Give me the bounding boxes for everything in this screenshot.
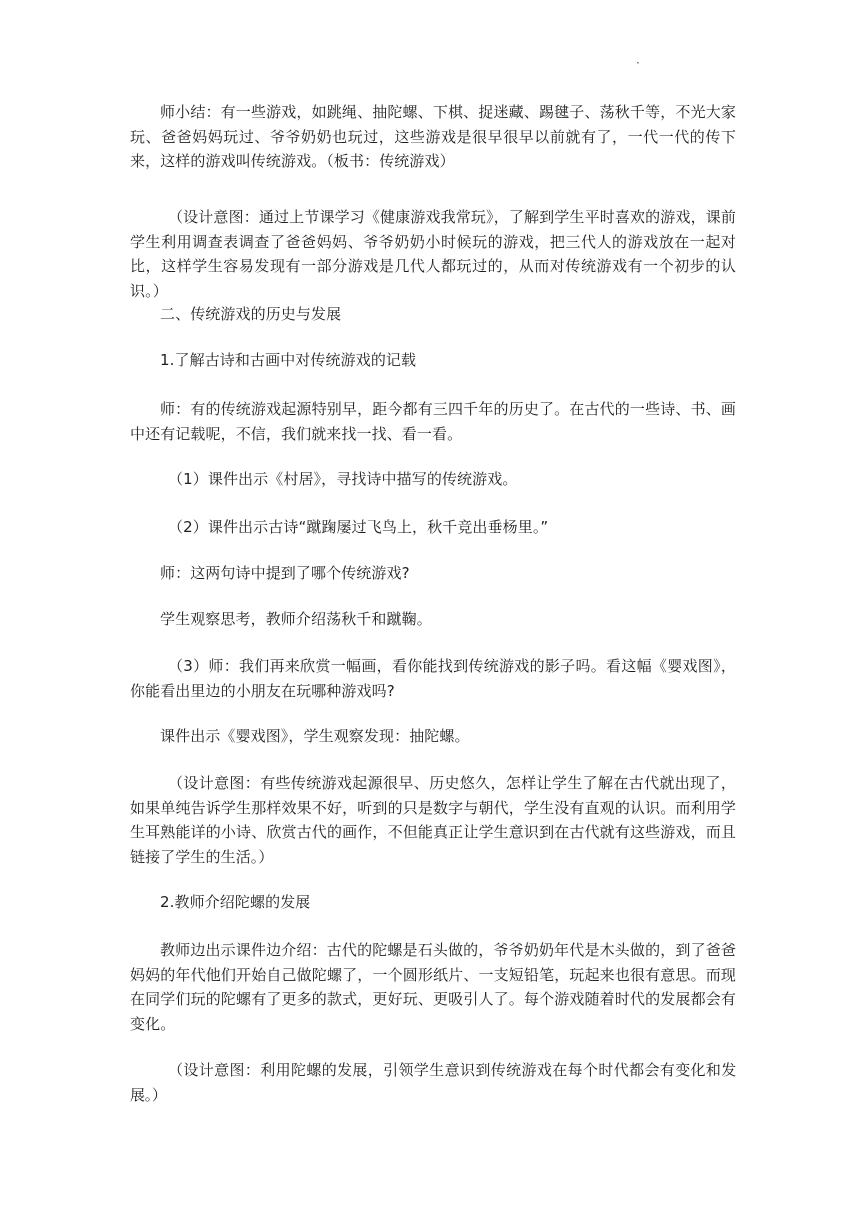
document-body xyxy=(130,100,736,1104)
design-intent-paragraph-3: （设计意图：利用陀螺的发展，引领学生意识到传统游戏在每个时代都会有变化和发展。） xyxy=(130,1061,736,1104)
courseware-paragraph: 课件出示《婴戏图》，学生观察发现：抽陀螺。 xyxy=(160,727,470,745)
design-intent-paragraph-2: （设计意图：有些传统游戏起源很早、历史悠久，怎样让学生了解在古代就出现了，如果单纯告诉学生那样效果不好，听到的只是数字与朝代，学生没有直观的认识。而利用学生耳熟能详的小诗、欣赏古代的画作，不但能真正让学生意识到在古代就有这些游戏，而且链接了学生的生活。） xyxy=(130,774,736,866)
subheading-2: 2.教师介绍陀螺的发展 xyxy=(160,893,311,911)
page-marker: · xyxy=(636,56,640,70)
step-3-paragraph: （3）师：我们再来欣赏一幅画，看你能找到传统游戏的影子吗。看这幅《婴戏图》，你能看出里边的小朋友在玩哪种游戏吗? xyxy=(130,657,736,700)
spinning-top-paragraph: 教师边出示课件边介绍：古代的陀螺是石头做的，爷爷奶奶年代是木头做的，到了爸爸妈妈的年代他们开始自己做陀螺了，一个圆形纸片、一支短铅笔，玩起来也很有意思。而现在同学们玩的陀螺有了更多的款式，更好玩、更吸引人了。每个游戏随着时代的发展都会有变化。 xyxy=(130,941,736,1033)
subheading-1: 1.了解古诗和古画中对传统游戏的记载 xyxy=(160,351,417,369)
teacher-question: 师：这两句诗中提到了哪个传统游戏? xyxy=(160,564,410,582)
design-intent-paragraph-1: （设计意图：通过上节课学习《健康游戏我常玩》，了解到学生平时喜欢的游戏，课前学生利用调查表调查了爸爸妈妈、爷爷奶奶小时候玩的游戏，把三代人的游戏放在一起对比，这样学生容易发现有一部分游戏是几代人都玩过的，从而对传统游戏有一个初步的认识。） xyxy=(130,208,736,300)
step-2-paragraph: （2）课件出示古诗“蹴踘屡过飞鸟上，秋千竞出垂杨里。” xyxy=(168,518,549,536)
section-heading-2: 二、传统游戏的历史与发展 xyxy=(160,305,342,323)
summary-paragraph: 师小结：有一些游戏，如跳绳、抽陀螺、下棋、捉迷藏、踢毽子、荡秋千等，不光大家玩、爸爸妈妈玩过、爷爷奶奶也玩过，这些游戏是很早很早以前就有了，一代一代的传下来，这样的游戏叫传统游戏。（板书：传统游戏） xyxy=(130,103,736,170)
teacher-paragraph: 师：有的传统游戏起源特别早，距今都有三四千年的历史了。在古代的一些诗、书、画中还有记载呢，不信，我们就来找一找、看一看。 xyxy=(130,400,736,443)
step-1-paragraph: （1）课件出示《村居》，寻找诗中描写的传统游戏。 xyxy=(168,470,518,488)
student-observation: 学生观察思考，教师介绍荡秋千和蹴鞠。 xyxy=(160,610,432,628)
